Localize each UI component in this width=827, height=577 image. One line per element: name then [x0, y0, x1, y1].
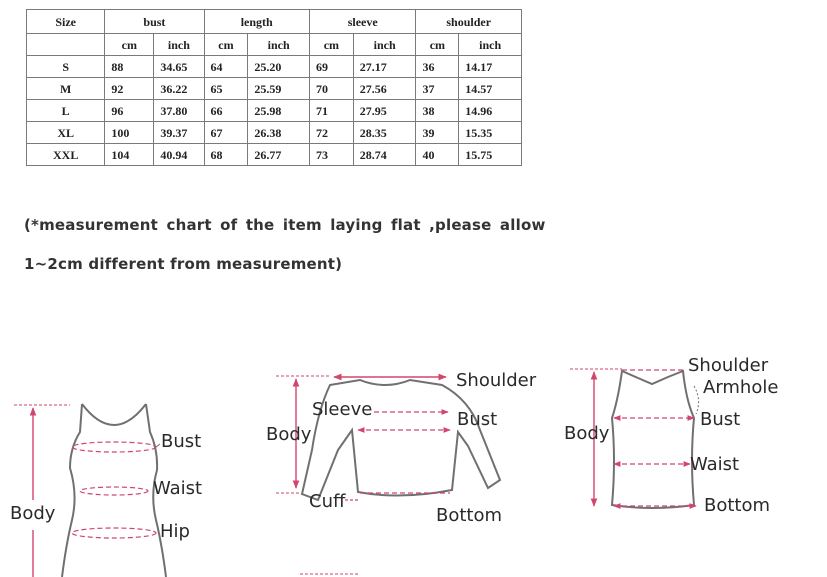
table-cell: 71 [309, 100, 353, 122]
vest-bottom-label: Bottom [704, 495, 771, 516]
table-cell: 27.56 [353, 78, 416, 100]
header-bust: bust [105, 10, 204, 34]
table-cell: 69 [309, 56, 353, 78]
table-cell: 14.17 [459, 56, 522, 78]
table-cell: 36 [416, 56, 459, 78]
table-cell: 72 [309, 122, 353, 144]
unit-cell: cm [309, 34, 353, 56]
table-cell: 14.57 [459, 78, 522, 100]
table-cell: 38 [416, 100, 459, 122]
table-cell: 64 [204, 56, 248, 78]
table-cell: 15.75 [459, 144, 522, 166]
table-cell: 39 [416, 122, 459, 144]
table-cell: 39.37 [154, 122, 204, 144]
table-cell: 25.20 [248, 56, 310, 78]
measurement-note-line-2: 1~2cm different from measurement) [24, 255, 343, 273]
unit-cell: cm [416, 34, 459, 56]
table-cell: 28.35 [353, 122, 416, 144]
table-cell: 37 [416, 78, 459, 100]
table-cell: 34.65 [154, 56, 204, 78]
unit-cell: cm [204, 34, 248, 56]
vest-armhole-label: Armhole [703, 377, 779, 398]
table-cell: XXL [27, 144, 105, 166]
table-cell: 25.59 [248, 78, 310, 100]
sweater-shoulder-label: Shoulder [456, 370, 537, 391]
table-cell: XL [27, 122, 105, 144]
dress-diagram [14, 404, 166, 577]
sweater-diagram [276, 376, 503, 574]
measurement-note-line-1: (*measurement chart of the item laying flat ,please allow [24, 216, 546, 234]
header-size: Size [27, 10, 105, 34]
unit-cell: inch [248, 34, 310, 56]
sweater-body-label: Body [266, 424, 312, 445]
table-cell: 37.80 [154, 100, 204, 122]
vest-bust-label: Bust [700, 409, 741, 430]
sweater-bust-label: Bust [457, 409, 498, 430]
header-shoulder: shoulder [416, 10, 522, 34]
table-cell: 88 [105, 56, 154, 78]
table-cell: S [27, 56, 105, 78]
unit-cell: inch [154, 34, 204, 56]
table-cell: 27.95 [353, 100, 416, 122]
table-cell: 100 [105, 122, 154, 144]
unit-cell: inch [459, 34, 522, 56]
vest-waist-label: Waist [690, 454, 740, 475]
table-cell: 14.96 [459, 100, 522, 122]
vest-shoulder-label: Shoulder [688, 355, 769, 376]
dress-waist-label: Waist [153, 478, 203, 499]
table-cell: 65 [204, 78, 248, 100]
dress-body-label: Body [10, 503, 56, 524]
table-cell: 28.74 [353, 144, 416, 166]
table-cell: 26.77 [248, 144, 310, 166]
header-sleeve: sleeve [309, 10, 416, 34]
unit-cell: cm [105, 34, 154, 56]
table-cell: 36.22 [154, 78, 204, 100]
vest-outline [612, 371, 694, 508]
table-cell: M [27, 78, 105, 100]
table-cell: 15.35 [459, 122, 522, 144]
header-length: length [204, 10, 309, 34]
table-cell: 27.17 [353, 56, 416, 78]
table-cell: 96 [105, 100, 154, 122]
sweater-outline [302, 380, 500, 500]
sweater-cuff-label: Cuff [309, 491, 346, 512]
table-cell: 67 [204, 122, 248, 144]
unit-cell: inch [353, 34, 416, 56]
table-cell: 104 [105, 144, 154, 166]
sweater-bottom-label: Bottom [436, 505, 503, 526]
vest-body-label: Body [564, 423, 610, 444]
sweater-sleeve-label: Sleeve [312, 399, 373, 420]
dress-bust-label: Bust [161, 431, 202, 452]
table-cell: 70 [309, 78, 353, 100]
table-cell: 66 [204, 100, 248, 122]
table-cell: 40 [416, 144, 459, 166]
dress-outline [62, 404, 166, 577]
table-cell: 92 [105, 78, 154, 100]
table-cell: 26.38 [248, 122, 310, 144]
table-cell: L [27, 100, 105, 122]
table-cell: 68 [204, 144, 248, 166]
table-cell: 25.98 [248, 100, 310, 122]
dress-hip-label: Hip [160, 521, 190, 542]
table-cell: 73 [309, 144, 353, 166]
table-cell: 40.94 [154, 144, 204, 166]
